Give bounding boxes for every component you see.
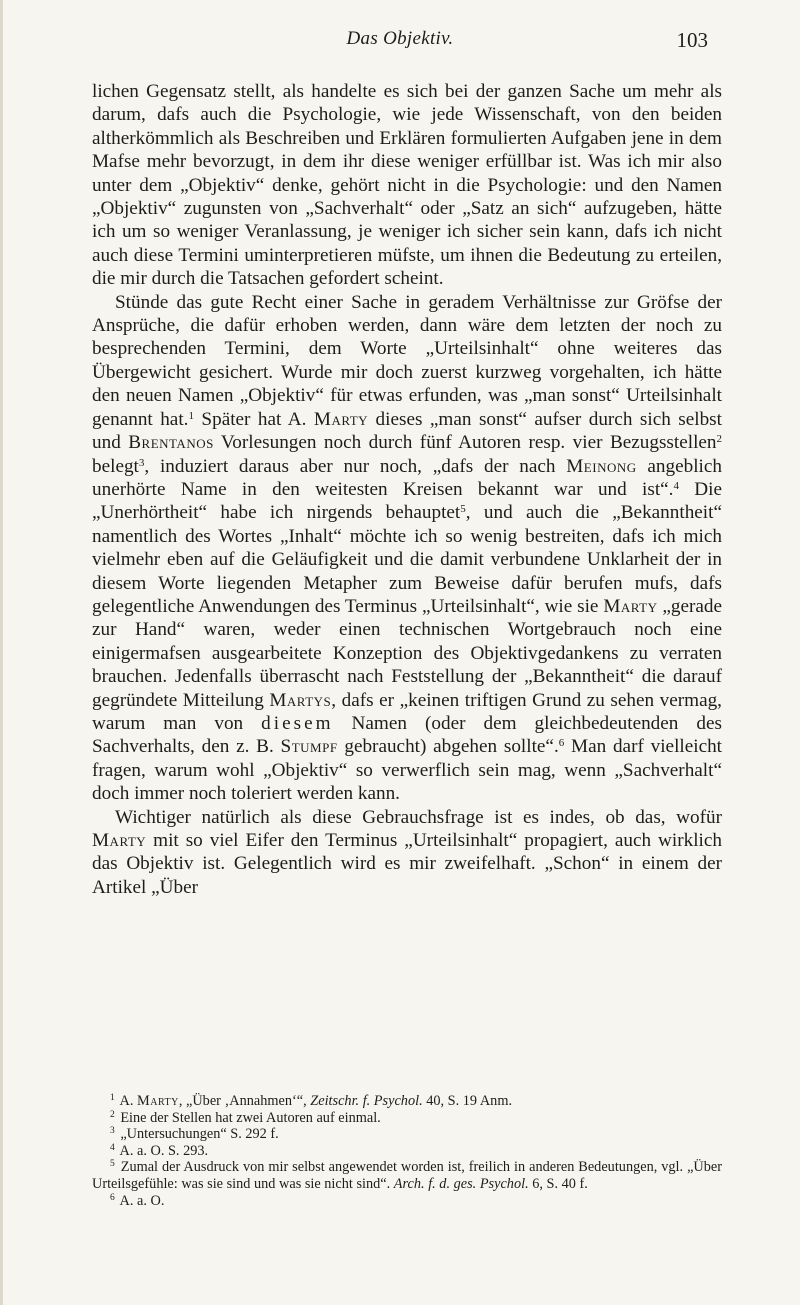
text-run: Später hat A. <box>193 408 314 430</box>
author-name: Martys <box>269 689 332 711</box>
footnote <box>92 1126 722 1143</box>
text-run: A. <box>116 1093 138 1109</box>
footnote <box>92 1193 722 1210</box>
paragraph <box>92 80 722 291</box>
page-header <box>92 28 708 52</box>
text-run: A. a. O. S. 293. <box>116 1142 209 1159</box>
page-number: 103 <box>676 28 708 52</box>
text-run: belegt <box>92 455 139 477</box>
footnote-ref: 2 <box>716 433 723 446</box>
text-run: Vorlesungen noch durch fünf Autoren resp. vier Bezugsstellen <box>213 432 717 454</box>
page-edge <box>0 0 3 1305</box>
author-name: Marty <box>92 830 147 851</box>
text-run: Die „Unerhörtheit“ habe ich nirgends behauptet <box>92 478 722 524</box>
footnote <box>92 1093 722 1110</box>
text-run: „gerade zur Hand“ waren, weder einen technischen Wortgebrauch noch eine einigermafsen ausgearbeitete Konzeption des Objektivgedankens zu verraten brauchen. Jedenfalls überrascht nach Feststellung der „Bekanntheit“ die darauf gegründete Mitteilung <box>92 595 722 711</box>
text-run: dieses „man sonst“ aufser durch sich selbst und <box>92 408 722 454</box>
citation-title: Arch. f. d. ges. Psychol. <box>393 1175 529 1192</box>
footnote-number: 2 <box>110 1109 115 1120</box>
text-run: Eine der Stellen hat zwei Autoren auf einmal. <box>116 1109 381 1126</box>
text-run: gebraucht) abgehen sollte“. <box>337 736 559 758</box>
footnote <box>92 1159 722 1192</box>
author-name: Marty <box>313 408 369 430</box>
author-name: Marty <box>603 595 658 617</box>
footnote <box>92 1143 722 1160</box>
footnote <box>92 1110 722 1127</box>
text-run: „Untersuchungen“ S. 292 f. <box>116 1126 279 1143</box>
text-run: angeblich unerhörte Name in den weitesten Kreisen bekannt war und ist“. <box>92 455 722 500</box>
author-name: Stumpf <box>280 736 338 758</box>
text-run: , dafs er „keinen triftigen Grund zu sehen vermag, warum man von <box>92 689 722 734</box>
text-run: A. a. O. <box>116 1192 165 1209</box>
text-run: , und auch die „Bekanntheit“ namentlich des Wortes „Inhalt“ möchte ich so wenig bestreiten, dafs ich mich vielmehr eben auf die Geläufigkeit und die damit verbundene Unklarheit der in diesem Worte liegenden Metapher zum Beweise dafür berufen mufs, dafs gelegentliche Anwendungen des Terminus „Urteilsinhalt“, wie sie <box>92 502 722 617</box>
text-run: Wichtiger natürlich als diese Gebrauchsfrage ist es indes, ob das, wofür <box>115 806 722 828</box>
text-run: Namen (oder dem gleichbedeutenden des Sachverhalts, den z. B. <box>92 712 722 758</box>
text-run: , induziert daraus aber nur noch, „dafs der nach <box>144 455 567 477</box>
citation-title: Zeitschr. f. Psychol. <box>310 1093 423 1109</box>
text-run: Zumal der Ausdruck von mir selbst angewendet worden ist, freilich in anderen Bedeutungen, vgl. „Über Urteilsgefühle: was sie sind und was sie nicht sind“. <box>92 1159 722 1192</box>
footnotes <box>92 1093 722 1209</box>
text-run: Man darf vielleicht fragen, warum wohl „Objektiv“ so verwerflich sein mag, wenn „Sachverhalt“ doch immer noch toleriert werden kann. <box>92 736 723 805</box>
author-name: Meinong <box>566 455 637 477</box>
paragraph <box>92 291 722 806</box>
author-name: Brentanos <box>128 432 214 454</box>
text-run: , „Über ‚Annahmen‘“, <box>178 1093 311 1109</box>
text-run: lichen Gegensatz stellt, als handelte es sich bei der ganzen Sache um mehr als darum, dafs auch die Psychologie, wie jede Wissenschaft, von den beiden altherkömmlich als Beschreiben und Erklären formulierten Aufgaben jene in dem Mafse mehr bevorzugt, in dem ihr diese weniger erfüllbar ist. Was ich mir also unter dem „Objektiv“ denke, gehört nicht in die Psychologie: und den Namen „Objektiv“ zugunsten von „Sachverhalt“ oder „Satz an sich“ aufzugeben, hätte ich um so weniger Veranlassung, je weniger ich sicher sein kann, dafs ich nicht auch diese Termini uminterpretieren müfste, um ihnen die Bedeutung zu erteilen, die mir durch die Tatsachen gefordert scheint. <box>92 81 722 290</box>
footnote-number: 6 <box>110 1192 115 1203</box>
paragraph <box>92 806 722 900</box>
text-run: mit so viel Eifer den Terminus „Urteilsinhalt“ propagiert, auch wirklich das Objektiv ist. Gelegentlich wird es mir zweifelhaft. „Schon“ in einem der Artikel „Über <box>92 830 722 898</box>
footnote-ref: 3 <box>138 456 145 469</box>
author-name: Marty <box>137 1093 179 1109</box>
footnote-number: 1 <box>110 1093 115 1103</box>
footnote-ref: 1 <box>188 409 194 422</box>
footnote-ref: 6 <box>558 737 565 750</box>
footnote-number: 4 <box>110 1142 115 1153</box>
footnote-ref: 5 <box>460 503 466 516</box>
footnote-ref: 4 <box>673 479 679 492</box>
emphasis: diesem <box>261 712 334 734</box>
text-run: 6, S. 40 f. <box>528 1175 588 1192</box>
running-title: Das Objektiv. <box>346 28 454 49</box>
footnote-number: 3 <box>110 1126 115 1137</box>
body-text <box>92 80 722 899</box>
text-run: Stünde das gute Recht einer Sache in geradem Verhältnisse zur Gröfse der Ansprüche, die dafür erhoben werden, dann wäre dem letzten der noch zu besprechenden Termini, dem Worte „Urteilsinhalt“ ohne weiteres das Übergewicht gesichert. Wurde mir doch zuerst kurzweg vorgehalten, ich hätte den neuen Namen „Objektiv“ für etwas erfunden, was „man sonst“ Urteilsinhalt genannt hat. <box>92 291 722 430</box>
footnote-number: 5 <box>110 1159 115 1170</box>
text-run: 40, S. 19 Anm. <box>422 1093 513 1109</box>
